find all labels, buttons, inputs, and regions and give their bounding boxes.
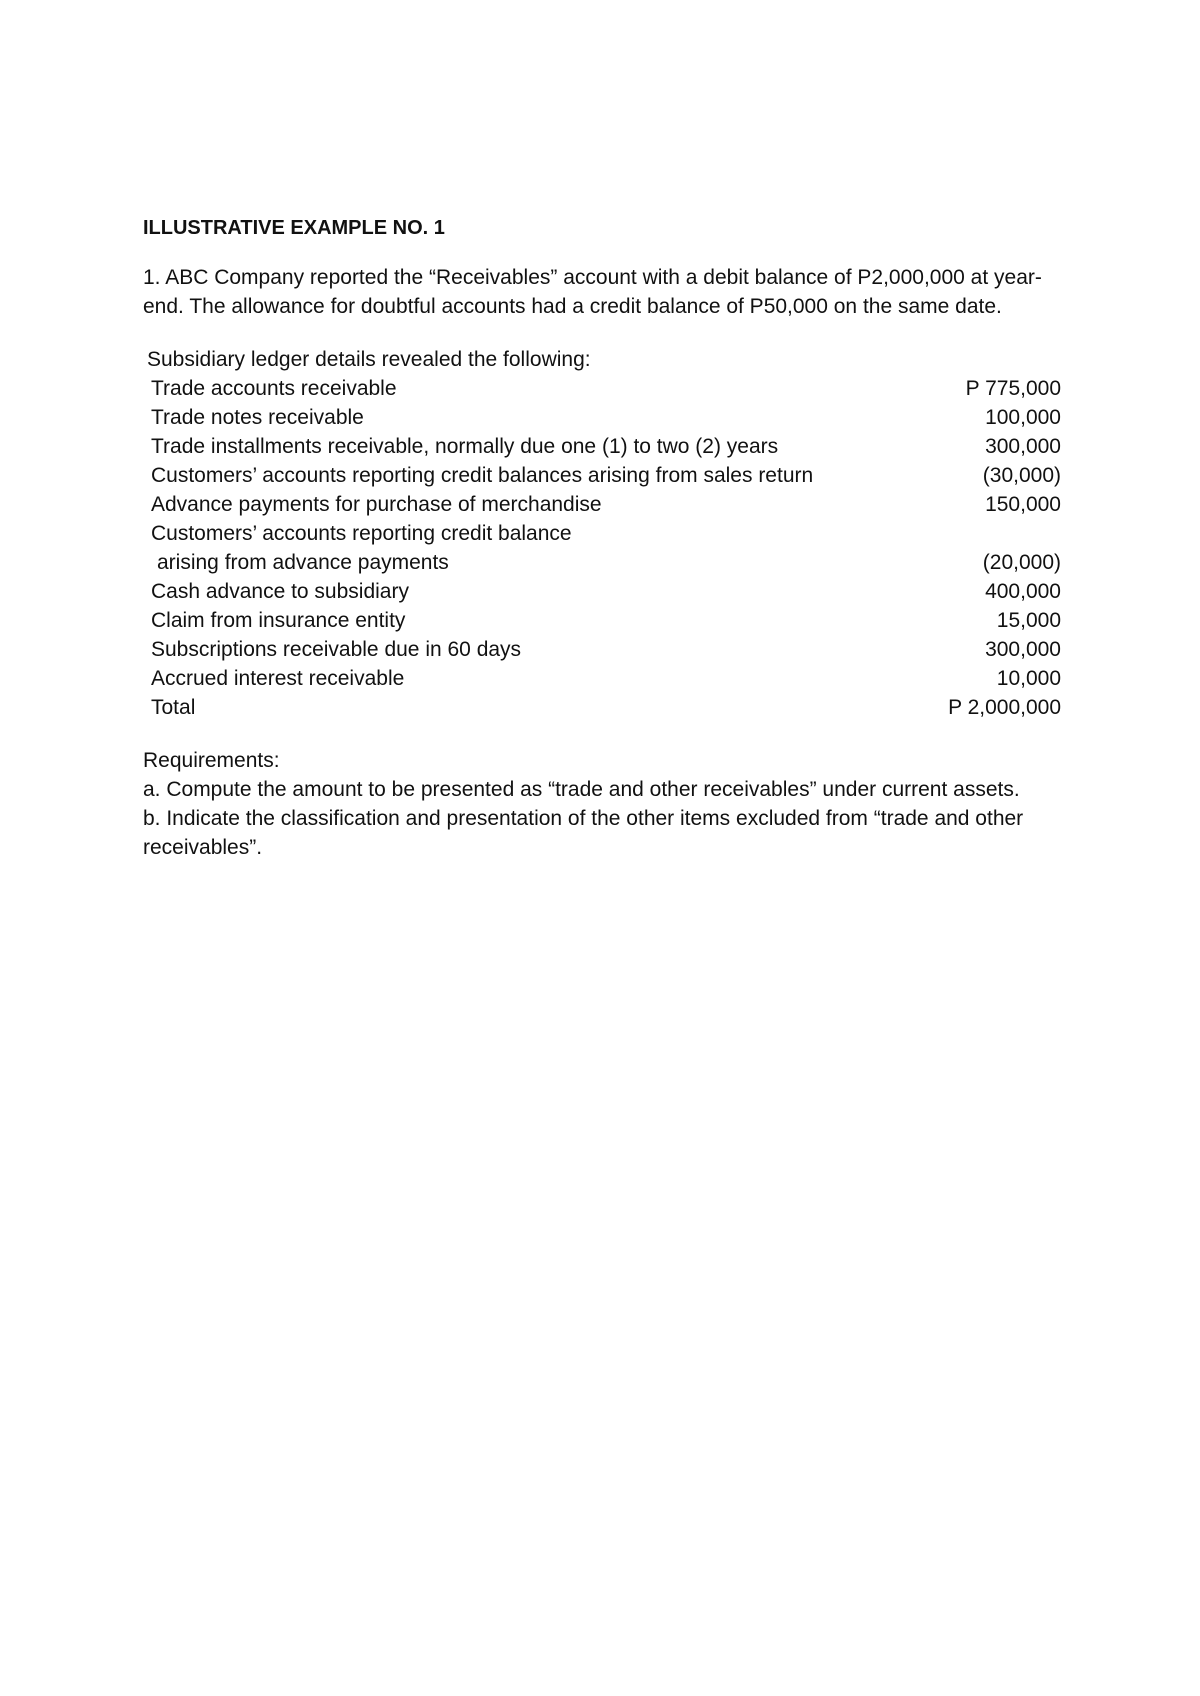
ledger-amount: 400,000 — [985, 580, 1061, 603]
ledger-label: Customers’ accounts reporting credit balance — [151, 522, 572, 545]
ledger-amount: 300,000 — [985, 435, 1061, 458]
ledger-label: Customers’ accounts reporting credit balances arising from sales return — [151, 464, 814, 487]
requirements-heading: Requirements: — [143, 749, 280, 772]
requirement-a: a. Compute the amount to be presented as “trade and other receivables” under current assets. — [143, 778, 1020, 801]
ledger-amount — [921, 519, 1061, 548]
ledger-amount: 15,000 — [996, 609, 1061, 632]
document-title: ILLUSTRATIVE EXAMPLE NO. 1 — [143, 217, 445, 239]
ledger-amount: 100,000 — [985, 406, 1061, 429]
ledger-amount: 150,000 — [985, 493, 1061, 516]
ledger-amount: (20,000) — [982, 551, 1061, 574]
ledger-label: Total — [151, 696, 196, 719]
ledger-label: Accrued interest receivable — [151, 667, 405, 690]
ledger-label: Trade installments receivable, normally due one (1) to two (2) years — [151, 435, 779, 458]
ledger-amount: P 775,000 — [965, 377, 1061, 400]
ledger-amount: 10,000 — [996, 667, 1061, 690]
ledger-row-credit-balance-advance-2 — [151, 548, 1061, 577]
ledger-row-trade-notes — [151, 403, 1061, 432]
ledger-row-total — [151, 693, 1061, 722]
problem-text: 1. ABC Company reported the “Receivables” account with a debit balance of P2,000,000 at year-end. The allowance for doubtful accounts had a credit balance of P50,000 on the same date. — [143, 266, 1042, 318]
ledger-row-credit-balances-sales-return — [151, 461, 1061, 490]
ledger-row-trade-accounts — [151, 374, 1061, 403]
ledger-row-credit-balance-advance-1 — [151, 519, 1061, 548]
ledger-row-accrued-interest — [151, 664, 1061, 693]
ledger-label: Trade notes receivable — [151, 406, 364, 429]
ledger-row-cash-advance — [151, 577, 1061, 606]
ledger-row-trade-installments — [151, 432, 1061, 461]
ledger-amount: 300,000 — [985, 638, 1061, 661]
ledger-label: Subscriptions receivable due in 60 days — [151, 638, 522, 661]
ledger-row-advance-payments — [151, 490, 1061, 519]
ledger-amount: (30,000) — [982, 464, 1061, 487]
ledger-label: Cash advance to subsidiary — [151, 580, 409, 603]
ledger-intro: Subsidiary ledger details revealed the following: — [147, 348, 591, 371]
requirement-b: b. Indicate the classification and presentation of the other items excluded from “trade and other receivables”. — [143, 807, 1024, 859]
document-content — [143, 214, 1073, 862]
ledger-label: Claim from insurance entity — [151, 609, 406, 632]
ledger-table — [143, 374, 1061, 722]
ledger-row-insurance-claim — [151, 606, 1061, 635]
ledger-label: Advance payments for purchase of merchandise — [151, 493, 602, 516]
ledger-amount: P 2,000,000 — [948, 696, 1061, 719]
ledger-label: arising from advance payments — [157, 551, 449, 574]
ledger-label: Trade accounts receivable — [151, 377, 397, 400]
ledger-row-subscriptions — [151, 635, 1061, 664]
